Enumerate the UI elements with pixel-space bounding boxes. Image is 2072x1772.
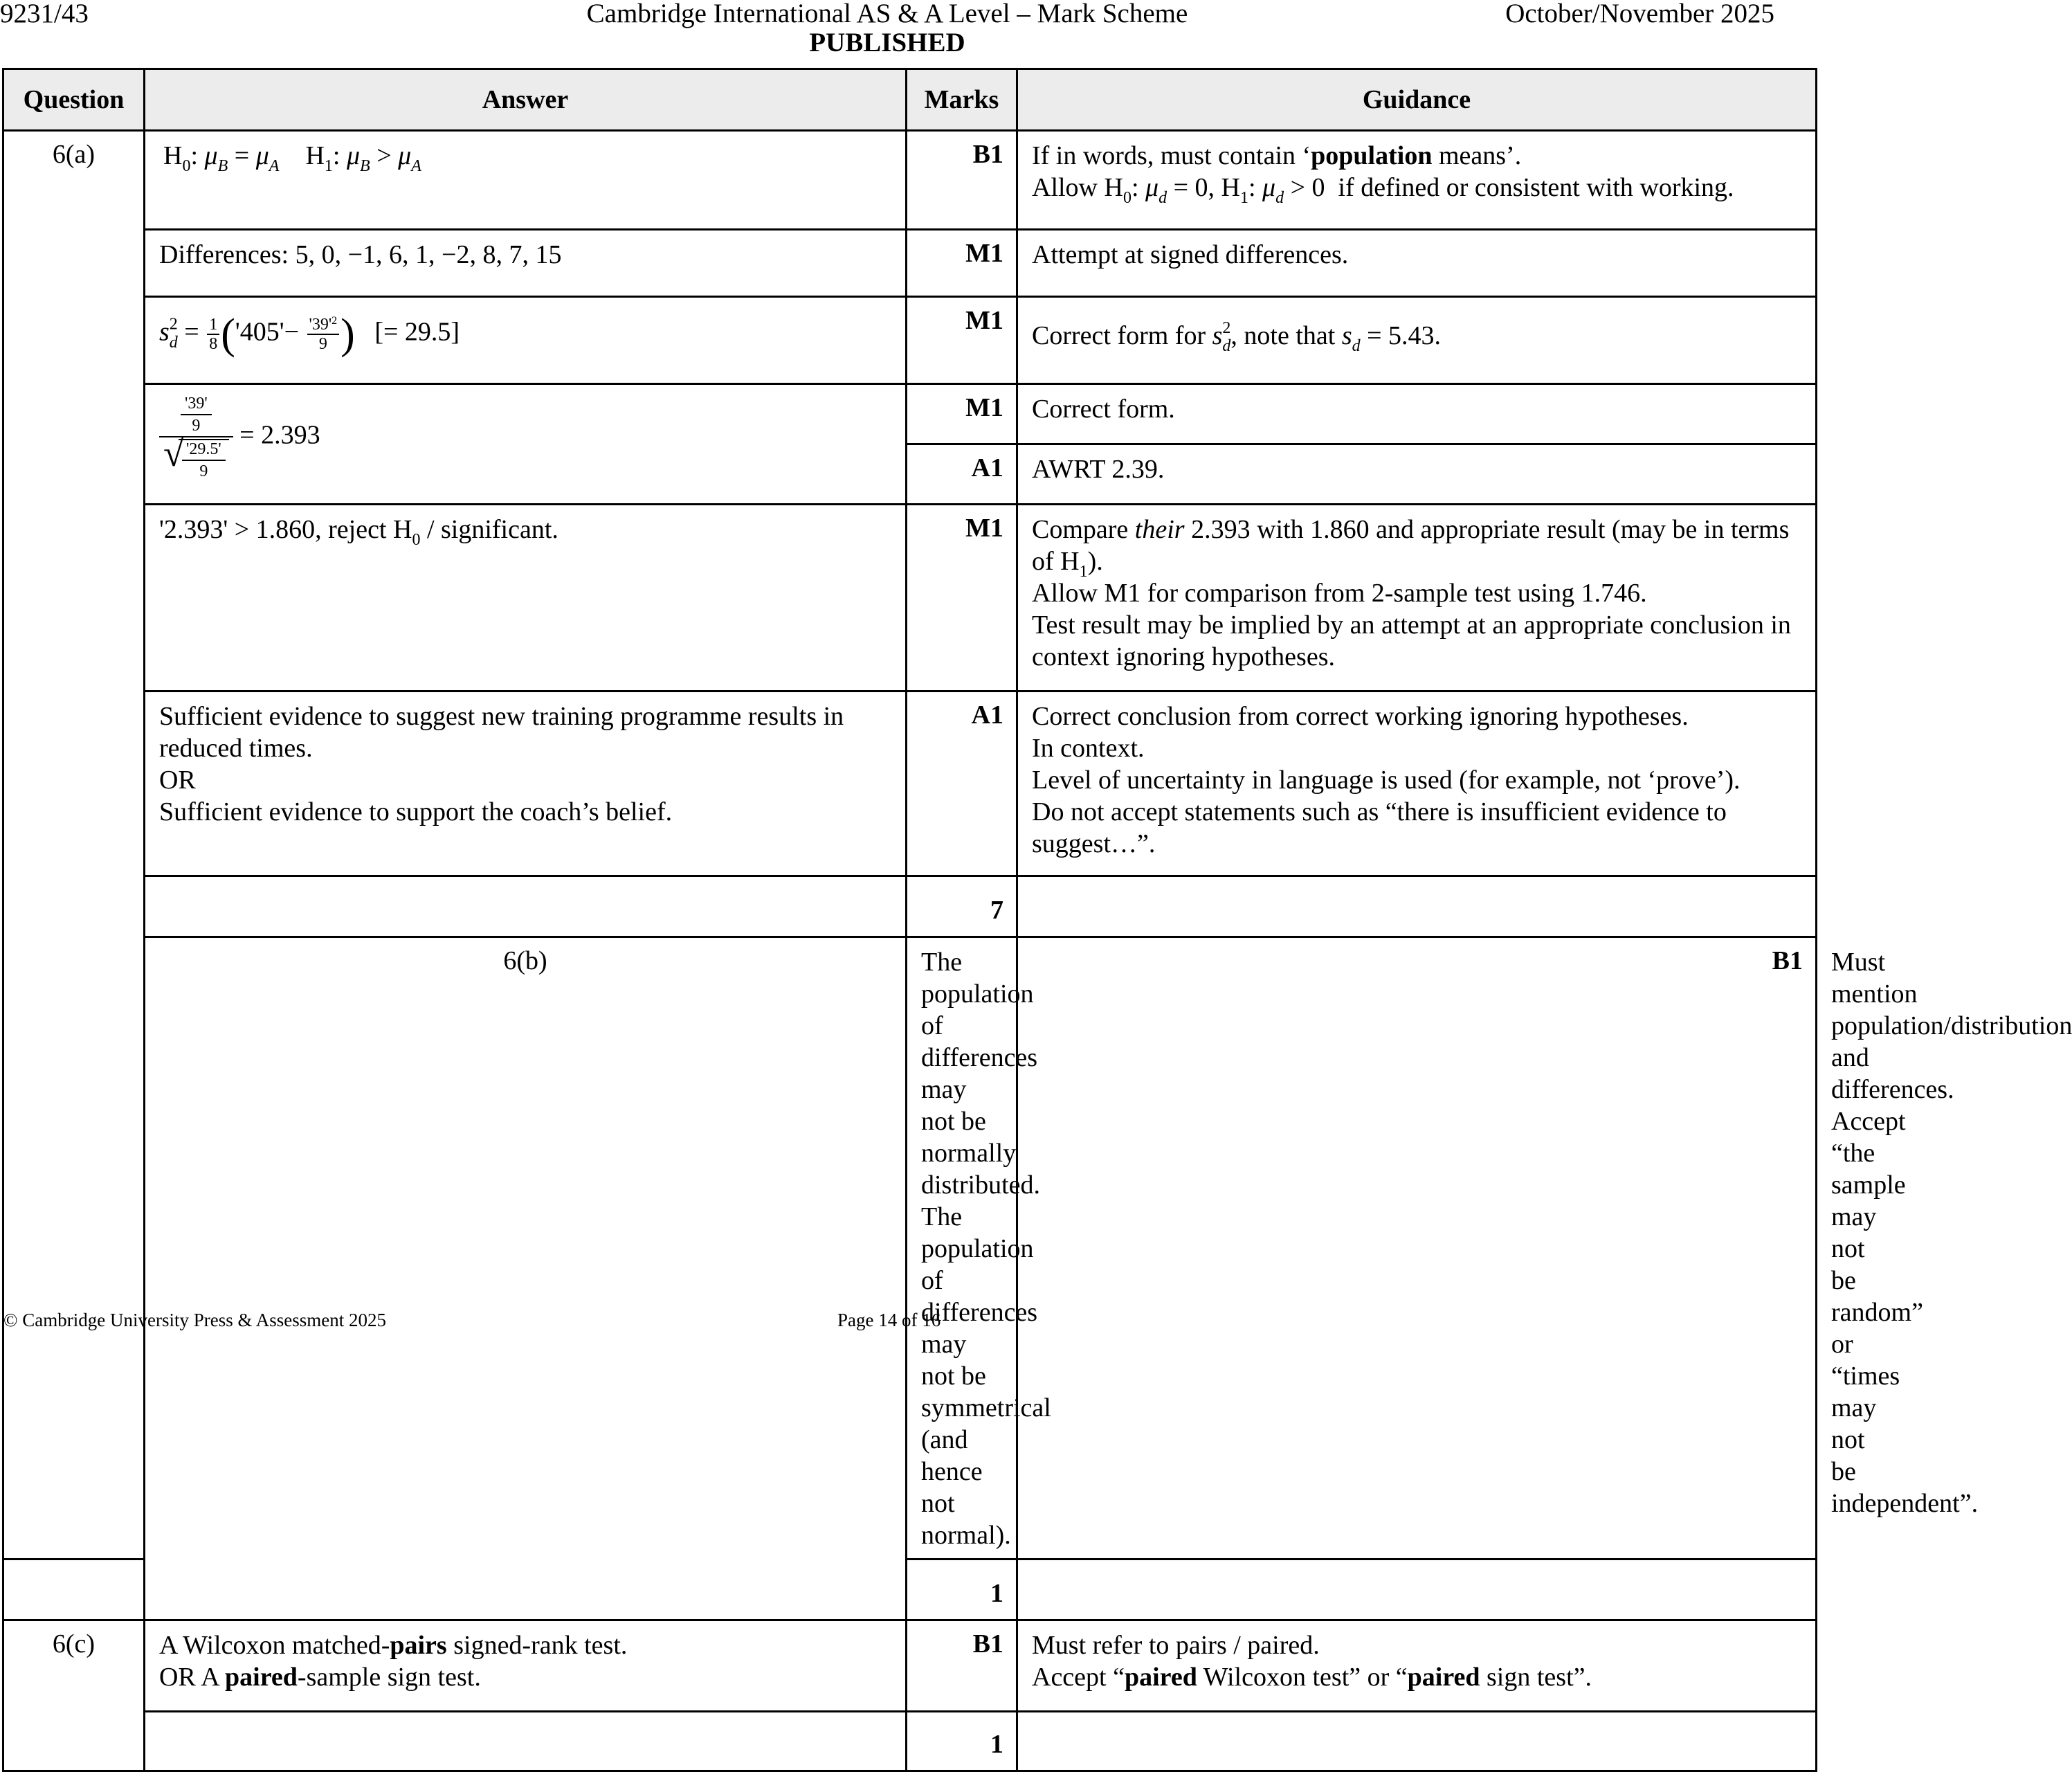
table-row bbox=[3, 297, 1817, 384]
guidance-differences: Attempt at signed differences. bbox=[1017, 230, 1817, 297]
total-marks-6c: 1 bbox=[907, 1712, 1017, 1771]
guidance-awrt: AWRT 2.39. bbox=[1017, 444, 1817, 505]
table-row bbox=[3, 230, 1817, 297]
exam-session: October/November 2025 bbox=[1505, 0, 1774, 28]
guidance-correct-form: Correct form. bbox=[1017, 384, 1817, 444]
table-row bbox=[3, 1620, 1817, 1712]
mark-b1: B1 bbox=[907, 131, 1017, 230]
mark-b1: B1 bbox=[907, 1620, 1017, 1712]
header-answer: Answer bbox=[145, 69, 907, 131]
copyright-notice: © Cambridge University Press & Assessment 2025 bbox=[3, 1310, 386, 1330]
answer-assumption: The population of differences may not be normally distributed. The population of differences may not be symmetrical (and hence not normal). bbox=[907, 937, 1017, 1559]
table-row bbox=[3, 691, 1817, 876]
paper-code: 9231/43 bbox=[0, 0, 89, 28]
guidance-hypotheses: If in words, must contain ‘population means’. Allow $H_0$: $\mu_d = 0$, $H_1$: $\mu_d > 0$ if defined or consistent with working. bbox=[1017, 131, 1817, 230]
answer-test-statistic: $\frac{'39'}{9}$ √ $\frac{'29.5'}{9}$ = 2.393 bbox=[145, 384, 907, 505]
table-header-row bbox=[3, 69, 1817, 131]
answer-alternative-test: A Wilcoxon matched-pairs signed-rank test. OR A paired-sample sign test. bbox=[145, 1620, 907, 1712]
page-number: Page 14 of 16 bbox=[837, 1310, 941, 1330]
guidance-variance: Correct form for $s^2_d$, note that $s_d = 5.43$. bbox=[1017, 297, 1817, 384]
question-label-6a: 6(a) bbox=[3, 131, 145, 1559]
answer-differences: Differences: 5, 0, −1, 6, 1, −2, 8, 7, 15 bbox=[145, 230, 907, 297]
mark-a1: A1 bbox=[907, 691, 1017, 876]
mark-m1: M1 bbox=[907, 505, 1017, 691]
question-label-6c: 6(c) bbox=[3, 1620, 145, 1771]
published-label: PUBLISHED bbox=[809, 28, 965, 57]
mark-m1: M1 bbox=[907, 297, 1017, 384]
total-marks-6b: 1 bbox=[907, 1559, 1017, 1620]
answer-hypotheses: $H_0$: $\mu_B = \mu_A$ $H_1$: $\mu_B > \mu_A$ bbox=[145, 131, 907, 230]
table-row-total bbox=[3, 876, 1817, 937]
table-row bbox=[3, 131, 1817, 230]
guidance-comparison: Compare their 2.393 with 1.860 and appropriate result (may be in terms of $H_1$). Allow M1 for comparison from 2-sample test using 1.746. Test result may be implied by an attempt at an appropriate conclusion in context ignoring hypotheses. bbox=[1017, 505, 1817, 691]
answer-comparison: '2.393' > 1.860, reject $H_0$ / significant. bbox=[145, 505, 907, 691]
question-label-6b: 6(b) bbox=[145, 937, 907, 1620]
answer-variance: $s^2_d$ = $\frac{1}{8}$ ('405'− $\frac{'39'^2}{9}$ ) [= 29.5] bbox=[145, 297, 907, 384]
guidance-alternative-test: Must refer to pairs / paired. Accept “paired Wilcoxon test” or “paired sign test”. bbox=[1017, 1620, 1817, 1712]
mark-m1: M1 bbox=[907, 384, 1017, 444]
mark-m1: M1 bbox=[907, 230, 1017, 297]
guidance-conclusion: Correct conclusion from correct working ignoring hypotheses. In context. Level of uncertainty in language is used (for example, not ‘prove’). Do not accept statements such as “there is insufficient evidence to suggest…”. bbox=[1017, 691, 1817, 876]
table-row bbox=[3, 505, 1817, 691]
table-row-total bbox=[3, 1712, 1817, 1771]
mark-a1: A1 bbox=[907, 444, 1017, 505]
header-question: Question bbox=[3, 69, 145, 131]
mark-scheme-table bbox=[2, 68, 2072, 1772]
header-guidance: Guidance bbox=[1017, 69, 1817, 131]
answer-conclusion: Sufficient evidence to suggest new training programme results in reduced times. OR Sufficient evidence to support the coach’s belief. bbox=[145, 691, 907, 876]
document-title: Cambridge International AS & A Level – Mark Scheme bbox=[586, 0, 1188, 28]
header-marks: Marks bbox=[907, 69, 1017, 131]
table-row bbox=[3, 384, 1817, 444]
total-marks-6a: 7 bbox=[907, 876, 1017, 937]
table-row: 6(b) The population of differences may not be normally distributed. The population of differences may not be symmetrical (and hence not normal). B1 Must mention population/distribution and differences. Accept “the sample may not be random” or “times may not be independent”. bbox=[3, 937, 1817, 1559]
mark-b1: B1 bbox=[1017, 937, 1817, 1559]
